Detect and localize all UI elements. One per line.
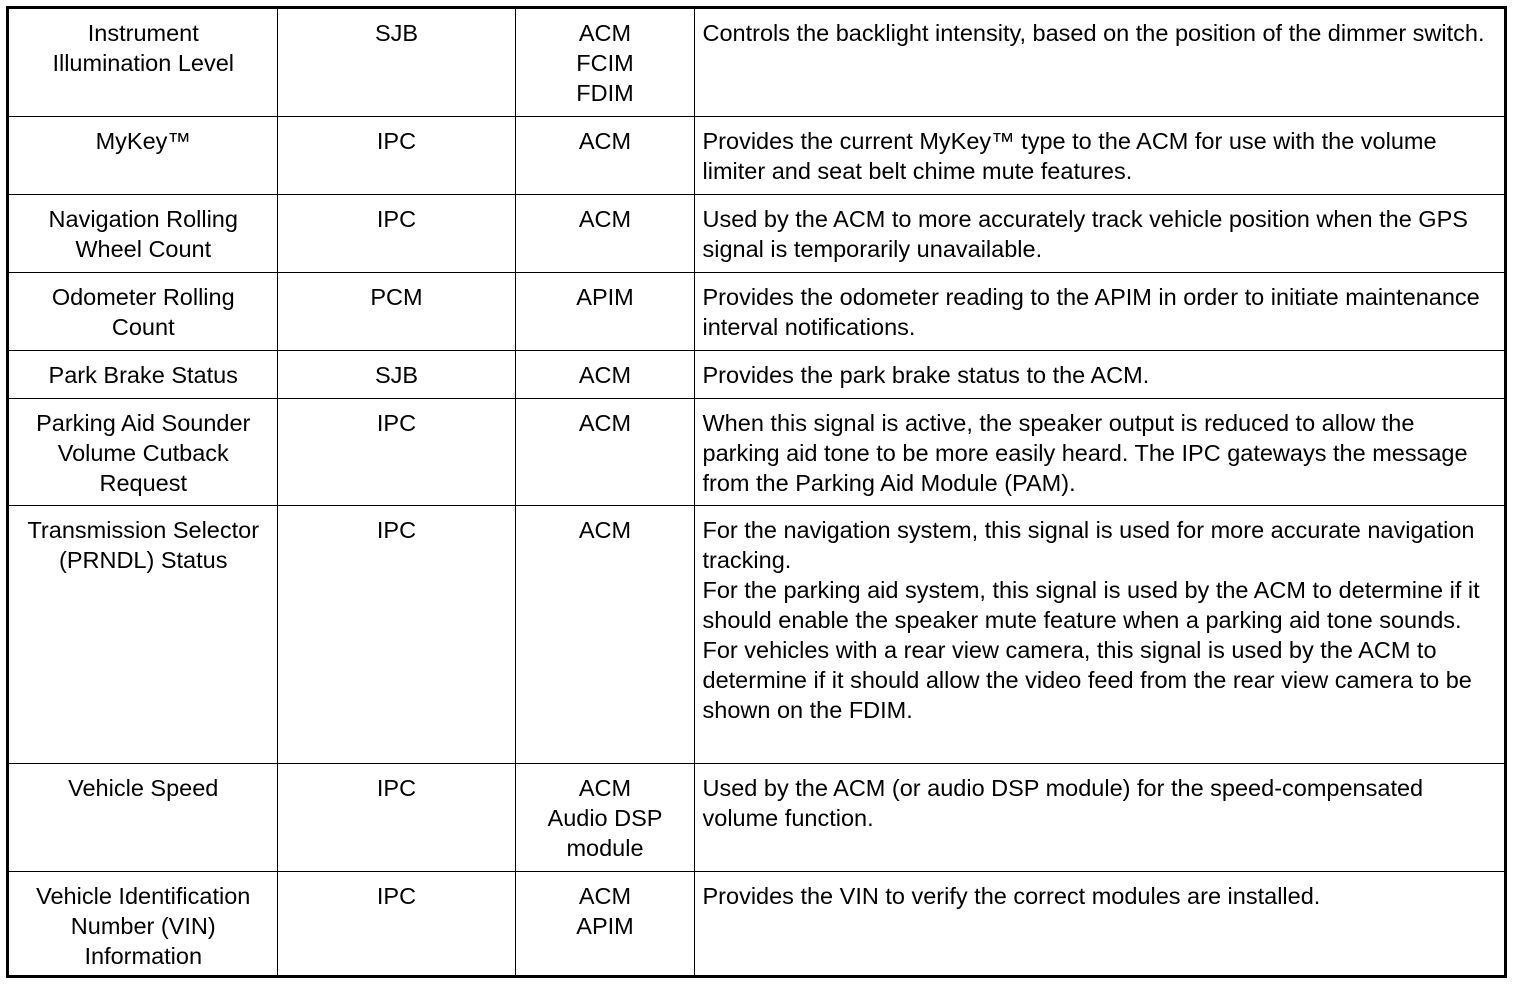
description-cell: Provides the current MyKey™ type to the ACM for use with the volume limiter and seat belt chime mute features. — [694, 116, 1504, 194]
receiver-cell: ACM — [515, 350, 694, 398]
signal-cell: Instrument Illumination Level — [9, 9, 277, 116]
originator-cell: SJB — [277, 9, 515, 116]
originator-cell: SJB — [277, 350, 515, 398]
table-row — [9, 350, 1504, 398]
receiver-cell: ACM — [515, 505, 694, 763]
document-page — [6, 6, 1507, 978]
originator-cell: PCM — [277, 272, 515, 350]
description-cell: Provides the park brake status to the ACM. — [694, 350, 1504, 398]
originator-cell: IPC — [277, 505, 515, 763]
originator-cell: IPC — [277, 763, 515, 871]
originator-cell: IPC — [277, 871, 515, 975]
receiver-cell: ACM FCIM FDIM — [515, 9, 694, 116]
receiver-cell: ACM — [515, 116, 694, 194]
receiver-cell: ACM APIM — [515, 871, 694, 975]
signal-cell: Transmission Selector (PRNDL) Status — [9, 505, 277, 763]
signal-cell: Odometer Rolling Count — [9, 272, 277, 350]
originator-cell: IPC — [277, 194, 515, 272]
description-cell — [694, 505, 1504, 763]
receiver-cell: ACM — [515, 194, 694, 272]
description-paragraph: For the navigation system, this signal is used for more accurate navigation tracking. — [702, 516, 1475, 573]
signal-cell: Navigation Rolling Wheel Count — [9, 194, 277, 272]
originator-cell: IPC — [277, 398, 515, 505]
signal-cell: Vehicle Identification Number (VIN) Information — [9, 871, 277, 975]
table-row — [9, 116, 1504, 194]
table-row — [9, 505, 1504, 763]
description-cell: Used by the ACM to more accurately track vehicle position when the GPS signal is temporarily unavailable. — [694, 194, 1504, 272]
table-row — [9, 9, 1504, 116]
description-cell: Controls the backlight intensity, based on the position of the dimmer switch. — [694, 9, 1504, 116]
receiver-cell: APIM — [515, 272, 694, 350]
description-cell: When this signal is active, the speaker output is reduced to allow the parking aid tone to be more easily heard. The IPC gateways the message from the Parking Aid Module (PAM). — [694, 398, 1504, 505]
description-cell: Provides the VIN to verify the correct modules are installed. — [694, 871, 1504, 975]
description-cell: Used by the ACM (or audio DSP module) for the speed-compensated volume function. — [694, 763, 1504, 871]
table-row — [9, 194, 1504, 272]
signal-cell: MyKey™ — [9, 116, 277, 194]
signal-cell: Vehicle Speed — [9, 763, 277, 871]
table-row — [9, 272, 1504, 350]
receiver-cell: ACM — [515, 398, 694, 505]
description-paragraph: For vehicles with a rear view camera, this signal is used by the ACM to determine if it should allow the video feed from the rear view camera to be shown on the FDIM. — [702, 636, 1472, 723]
signal-cell: Parking Aid Sounder Volume Cutback Request — [9, 398, 277, 505]
table-row — [9, 763, 1504, 871]
table-row — [9, 871, 1504, 975]
receiver-cell: ACM Audio DSP module — [515, 763, 694, 871]
network-message-table — [9, 9, 1504, 975]
originator-cell: IPC — [277, 116, 515, 194]
description-cell: Provides the odometer reading to the APIM in order to initiate maintenance interval notifications. — [694, 272, 1504, 350]
description-paragraph: For the parking aid system, this signal is used by the ACM to determine if it should enable the speaker mute feature when a parking aid tone sounds. — [702, 576, 1480, 633]
table-row — [9, 398, 1504, 505]
signal-cell: Park Brake Status — [9, 350, 277, 398]
